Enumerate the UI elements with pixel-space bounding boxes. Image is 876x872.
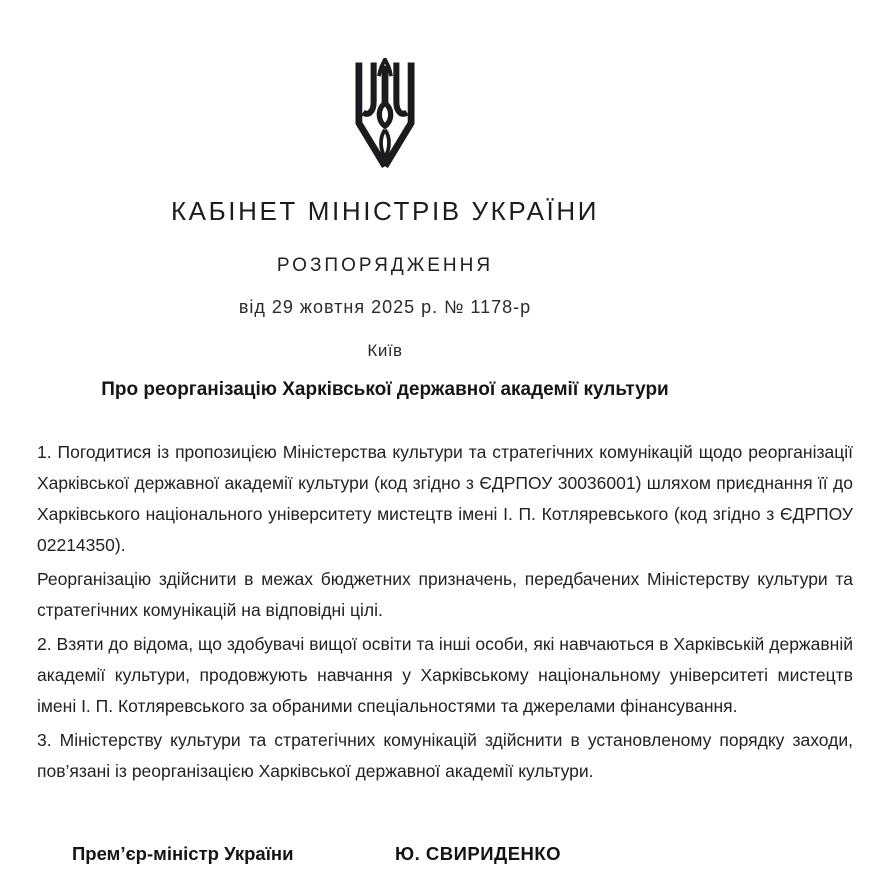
paragraph-2: Реорганізацію здійснити в межах бюджетних призначень, передбачених Міністерству культури та стратегічних комунікацій на відповідні цілі. (37, 569, 853, 620)
emblem-container (0, 58, 770, 175)
document-title: Про реорганізацію Харківської державної академії культури (101, 379, 669, 400)
paragraph-3: 2. Взяти до відома, що здобувачі вищої освіти та інші особи, які навчаються в Харківській державній академії культури, продовжують навчання у Харківському національному університеті мистецтв імені І. П. Котляревського за обраними спеціальностями та джерелами фінансування. (37, 634, 853, 716)
paragraph-4: 3. Міністерству культури та стратегічних комунікацій здійснити в установленому порядку заходи, пов’язані із реорганізацією Харківської державної академії культури. (37, 730, 853, 781)
tryzub-coat-of-arms-icon (347, 58, 423, 170)
document-date-number: від 29 жовтня 2025 р. № 1178-р (238, 297, 532, 317)
signer-position: Прем’єр-міністр України (72, 843, 294, 864)
document-body (37, 437, 853, 790)
signer-name: Ю. СВИРИДЕНКО (395, 843, 562, 864)
paragraph-1: 1. Погодитися із пропозицією Міністерства культури та стратегічних комунікацій щодо реорганізації Харківської державної академії культури (код згідно з ЄДРПОУ 30036001) шляхом приєднання її до Харківського національного університету мистецтв імені І. П. Котляревського (код згідно з ЄДРПОУ 02214350). (37, 442, 853, 555)
organization-name: КАБІНЕТ МІНІСТРІВ УКРАЇНИ (170, 196, 600, 226)
document-type-heading: РОЗПОРЯДЖЕННЯ (276, 255, 494, 276)
document-city: Київ (367, 341, 403, 360)
